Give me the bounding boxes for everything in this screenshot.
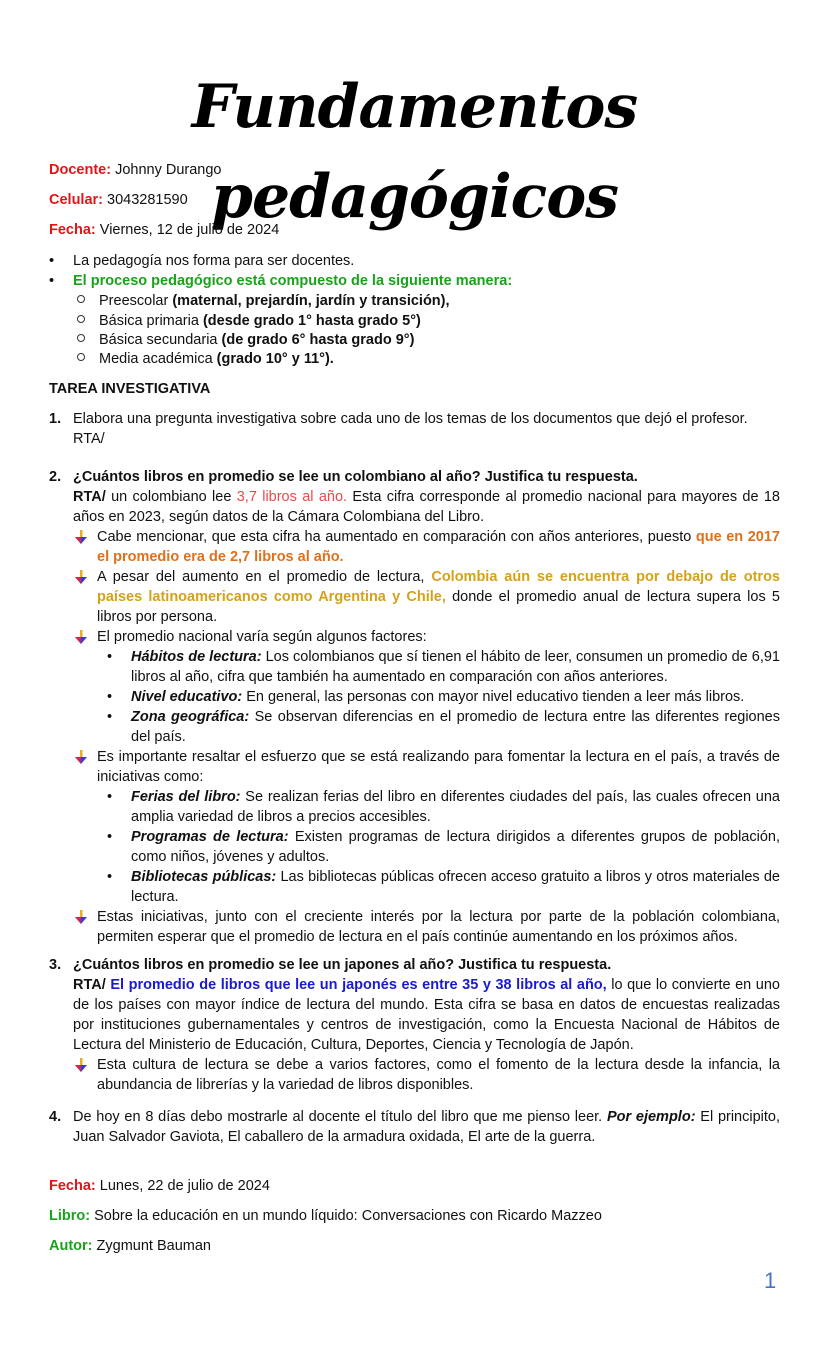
factor-label: Nivel educativo: [131, 689, 243, 705]
answer-label: RTA/ [73, 489, 106, 505]
footer-fecha-line [49, 1176, 270, 1196]
docente-value: Johnny Durango [111, 162, 222, 178]
down-arrow-icon [74, 530, 88, 544]
question-4 [49, 1107, 780, 1147]
question-text: Elabora una pregunta investigativa sobre cada uno de los temas de los documentos que dejó el profesor. [73, 411, 748, 427]
down-arrow-icon [74, 570, 88, 584]
down-arrow-icon [74, 630, 88, 644]
down-arrow-icon [74, 750, 88, 764]
footer-autor-line [49, 1236, 211, 1256]
docente-line [49, 160, 221, 180]
answer-label: RTA/ [73, 977, 106, 993]
libro-label: Libro: [49, 1208, 91, 1224]
sub-bullet-item [77, 330, 414, 350]
factor-item [73, 647, 780, 687]
fecha-value: Lunes, 22 de julio de 2024 [95, 1178, 270, 1194]
sub-bullet-text: Preescolar [99, 293, 173, 309]
fecha-value: Viernes, 12 de julio de 2024 [95, 222, 280, 238]
fecha-line [49, 220, 279, 240]
autor-label: Autor: [49, 1238, 93, 1254]
factor-item [73, 707, 780, 747]
factor-label: Hábitos de lectura: [131, 649, 262, 665]
celular-label: Celular: [49, 192, 103, 208]
item-highlight: Colombia aún se encuentra por debajo de otros países latinoamericanos como Argentina y Chile, [97, 569, 780, 605]
bullet-icon: • [49, 253, 55, 269]
sub-bullet-bold: (de grado 6° hasta grado 9°) [221, 332, 415, 348]
bullet-icon: • [107, 689, 113, 705]
sub-bullet-item [77, 291, 450, 311]
bullet-icon: • [107, 709, 113, 725]
sub-bullet-bold: (desde grado 1° hasta grado 5°) [202, 313, 421, 329]
sub-bullet-bold: (maternal, prejardín, jardín y transición), [172, 293, 450, 309]
libro-value: Sobre la educación en un mundo líquido: Conversaciones con Ricardo Mazzeo [90, 1208, 602, 1224]
bullet-text: El proceso pedagógico está compuesto de la siguiente manera: [73, 273, 513, 289]
sub-bullet-bold: (grado 10° y 11°). [216, 351, 334, 367]
bullet-icon: • [107, 789, 113, 805]
arrow-list-item [73, 567, 780, 627]
bullet-icon: • [107, 649, 113, 665]
sub-bullet-text: Básica primaria [99, 313, 203, 329]
bullet-icon: • [107, 869, 113, 885]
question-3 [49, 955, 780, 1095]
answer-label: RTA/ [73, 431, 105, 447]
initiative-item [73, 867, 780, 907]
answer-paragraph [73, 975, 780, 1055]
page-number: 1 [764, 1268, 777, 1293]
example-label: Por ejemplo: [606, 1109, 696, 1125]
initiative-text: Existen programas de lectura dirigidos a diferentes grupos de población, como niños, jóvenes y adultos. [131, 829, 780, 865]
down-arrow-icon [74, 1058, 88, 1072]
question-text: ¿Cuántos libros en promedio se lee un colombiano al año? Justifica tu respuesta. [73, 469, 638, 485]
circle-bullet-icon [77, 353, 85, 361]
item-highlight: que en 2017 el promedio era de 2,7 libros al año. [97, 529, 780, 565]
answer-text: Esta cifra corresponde al promedio nacional para mayores de 18 años en 2023, según datos de la Cámara Colombiana del Libro. [73, 489, 780, 525]
answer-text: lo que lo convierte en uno de los países con mayor índice de lectura del mundo. Esta cifra se basa en datos de encuestas realizadas por instituciones gubernamentales y centros de investigación, como la Encuesta Nacional de Hábitos de Lectura del Ministerio de Educación, Cultura, Deportes, Ciencia y Tecnología de Japón. [73, 977, 780, 1053]
factor-text: Se observan diferencias en el promedio de lectura entre las diferentes regiones del país. [131, 709, 780, 745]
sub-bullet-item [77, 311, 421, 331]
question-number: 2. [49, 469, 62, 485]
initiative-label: Ferias del libro: [131, 789, 241, 805]
item-text: El promedio nacional varía según algunos factores: [97, 629, 427, 645]
factor-item [73, 687, 780, 707]
initiative-item [73, 827, 780, 867]
arrow-list-item [73, 527, 780, 567]
arrow-list-item [73, 627, 780, 647]
bullet-icon: • [107, 829, 113, 845]
question-number: 3. [49, 957, 62, 973]
item-text: Estas iniciativas, junto con el creciente interés por la lectura por parte de la población colombiana, permiten esperar que el promedio de lectura en el país continúe aumentando en los próximos años. [97, 909, 780, 945]
circle-bullet-icon [77, 334, 85, 342]
docente-label: Docente: [49, 162, 112, 178]
footer-libro-line [49, 1206, 602, 1226]
bullet-icon: • [49, 273, 55, 289]
document-title: Fundamentos pedagógicos [191, 72, 638, 232]
question-number: 4. [49, 1109, 62, 1125]
fecha-label: Fecha: [49, 222, 96, 238]
initiative-label: Bibliotecas públicas: [131, 869, 277, 885]
initiative-item [73, 787, 780, 827]
celular-line [49, 190, 188, 210]
initiative-text: Las bibliotecas públicas ofrecen acceso gratuito a libros y otros materiales de lectura. [131, 869, 780, 905]
sub-bullet-text: Media académica [99, 351, 217, 367]
answer-highlight: El promedio de libros que lee un japonés es entre 35 y 38 libros al año, [105, 977, 607, 993]
question-text: ¿Cuántos libros en promedio se lee un japones al año? Justifica tu respuesta. [73, 957, 612, 973]
initiative-text: Se realizan ferias del libro en diferentes ciudades del país, las cuales ofrecen una amplia variedad de libros a precios accesibles. [131, 789, 780, 825]
arrow-list-item [73, 1055, 780, 1095]
answer-paragraph [73, 487, 780, 527]
example-text: El principito, Juan Salvador Gaviota, El caballero de la armadura oxidada, El arte de la guerra. [73, 1109, 781, 1145]
sub-bullet-item [77, 349, 334, 369]
down-arrow-icon [74, 910, 88, 924]
celular-value: 3043281590 [103, 192, 188, 208]
item-text: Esta cultura de lectura se debe a varios factores, como el fomento de la lectura desde la infancia, la abundancia de librerías y la variedad de libros disponibles. [97, 1057, 780, 1093]
factor-text: Los colombianos que sí tienen el hábito de leer, consumen un promedio de 6,91 libros al año, cifra que también ha aumentado en comparación con años anteriores. [131, 649, 780, 685]
item-text: Es importante resaltar el esfuerzo que se está realizando para fomentar la lectura en el país, a través de iniciativas como: [97, 749, 780, 785]
question-1 [49, 409, 780, 449]
factor-text: En general, las personas con mayor nivel educativo tienden a leer más libros. [242, 689, 745, 705]
item-text: A pesar del aumento en el promedio de lectura, [97, 569, 432, 585]
bullet-text: La pedagogía nos forma para ser docentes. [73, 253, 355, 269]
factor-label: Zona geográfica: [131, 709, 250, 725]
autor-value: Zygmunt Bauman [92, 1238, 211, 1254]
item-text: Cabe mencionar, que esta cifra ha aumentado en comparación con años anteriores, puesto [97, 529, 696, 545]
question-2 [49, 467, 780, 947]
arrow-list-item [73, 747, 780, 787]
answer-highlight: 3,7 libros al año. [236, 489, 348, 505]
circle-bullet-icon [77, 295, 85, 303]
question-text: De hoy en 8 días debo mostrarle al docente el título del libro que me pienso leer. [73, 1109, 607, 1125]
section-heading: TAREA INVESTIGATIVA [49, 381, 211, 397]
fecha-label: Fecha: [49, 1178, 96, 1194]
item-text: donde el promedio anual de lectura supera los 5 libros por persona. [97, 589, 780, 625]
sub-bullet-text: Básica secundaria [99, 332, 222, 348]
initiative-label: Programas de lectura: [131, 829, 289, 845]
arrow-list-item [73, 907, 780, 947]
question-number: 1. [49, 411, 62, 427]
circle-bullet-icon [77, 315, 85, 323]
answer-text: un colombiano lee [105, 489, 237, 505]
